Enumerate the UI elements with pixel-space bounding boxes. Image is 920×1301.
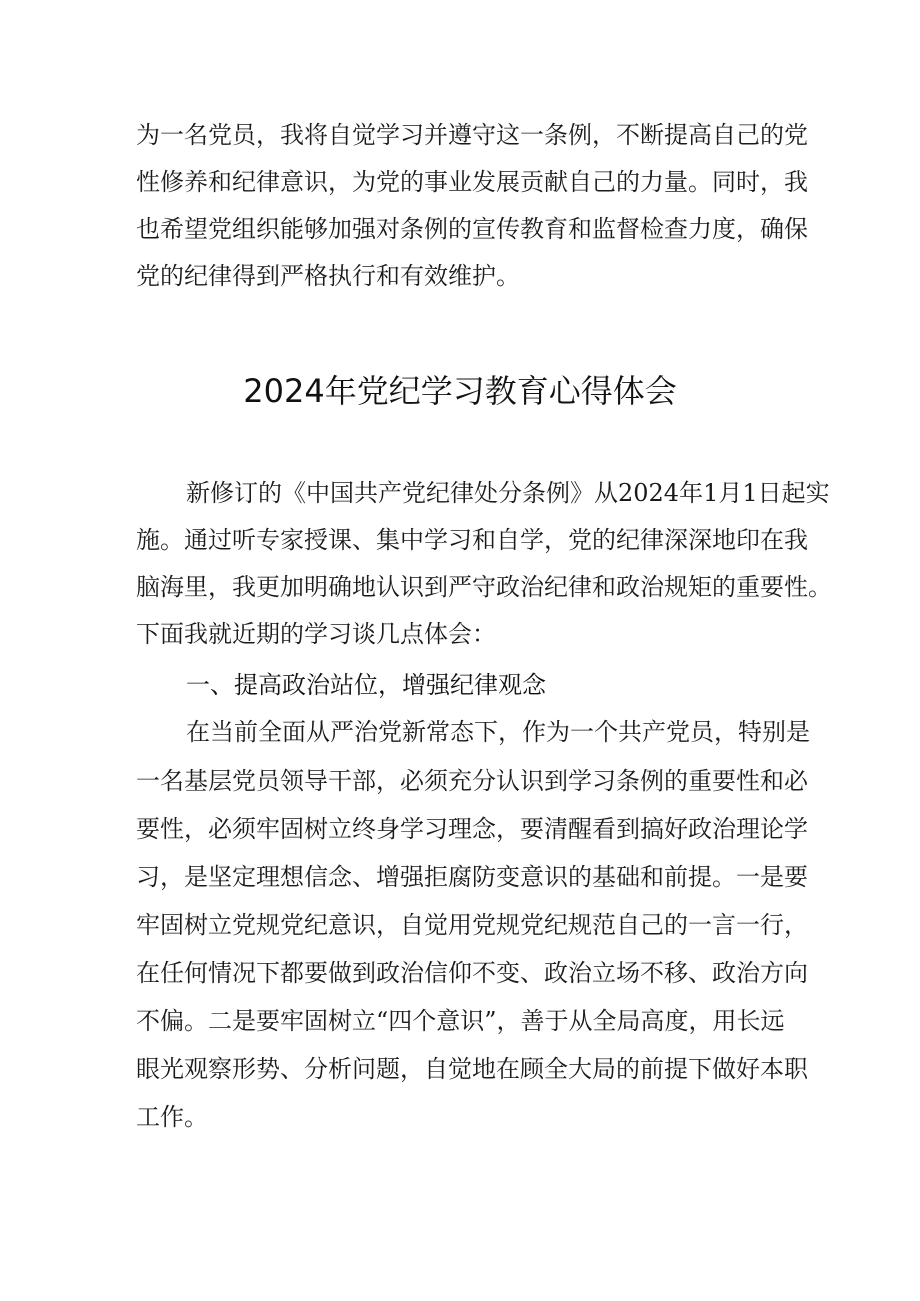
paragraph-text: 眼光观察形势、分析问题，自觉地在顾全大局的前提下做好本职 — [136, 1055, 808, 1083]
intro-text: 为一名党员，我将自觉学习并遵守这一条例，不断提高自己的党 — [136, 121, 808, 149]
intro-text: 党的纪律得到严格执行和有效维护。 — [136, 262, 520, 290]
paragraph1-line-1 — [0, 477, 920, 509]
paragraph2-line-2 — [0, 765, 920, 797]
paragraph2-line-7 — [0, 1005, 920, 1037]
intro-line-3 — [0, 213, 920, 245]
paragraph-text: 施。通过听专家授课、集中学习和自学，党的纪律深深地印在我 — [136, 526, 808, 554]
intro-line-4 — [0, 260, 920, 292]
paragraph1-line-4 — [0, 618, 920, 650]
paragraph-text: 新修订的《中国共产党纪律处分条例》从2024年1月1日起实 — [186, 479, 830, 507]
paragraph-text: 一名基层党员领导干部，必须充分认识到学习条例的重要性和必 — [136, 767, 808, 795]
paragraph2-line-6 — [0, 957, 920, 989]
intro-line-1 — [0, 119, 920, 151]
paragraph2-line-8 — [0, 1053, 920, 1085]
paragraph-text: 不偏。二是要牢固树立“四个意识”，善于从全局高度，用长远 — [136, 1007, 785, 1035]
paragraph-text: 要性，必须牢固树立终身学习理念，要清醒看到搞好政治理论学 — [136, 815, 808, 843]
paragraph2-line-1 — [0, 716, 920, 748]
paragraph2-line-3 — [0, 813, 920, 845]
intro-line-2 — [0, 166, 920, 198]
paragraph2-line-9 — [0, 1101, 920, 1133]
paragraph1-line-2 — [0, 524, 920, 556]
paragraph-text: 工作。 — [136, 1103, 208, 1131]
paragraph-text: 牢固树立党规党纪意识，自觉用党规党纪规范自己的一言一行， — [136, 911, 808, 939]
paragraph2-line-5 — [0, 909, 920, 941]
paragraph2-line-4 — [0, 861, 920, 893]
paragraph-text: 习，是坚定理想信念、增强拒腐防变意识的基础和前提。一是要 — [136, 863, 808, 891]
paragraph-text: 脑海里，我更加明确地认识到严守政治纪律和政治规矩的重要性。 — [136, 573, 832, 601]
intro-text: 也希望党组织能够加强对条例的宣传教育和监督检查力度，确保 — [136, 215, 808, 243]
paragraph-text: 在当前全面从严治党新常态下，作为一个共产党员，特别是 — [186, 718, 810, 746]
section-heading: 一、提高政治站位，增强纪律观念 — [186, 671, 546, 699]
paragraph-text: 在任何情况下都要做到政治信仰不变、政治立场不移、政治方向 — [136, 959, 808, 987]
paragraph-text: 下面我就近期的学习谈几点体会： — [136, 620, 496, 648]
intro-text: 性修养和纪律意识，为党的事业发展贡献自己的力量。同时，我 — [136, 168, 808, 196]
page-title: 2024年党纪学习教育心得体会 — [243, 372, 677, 410]
paragraph1-line-3 — [0, 571, 920, 603]
